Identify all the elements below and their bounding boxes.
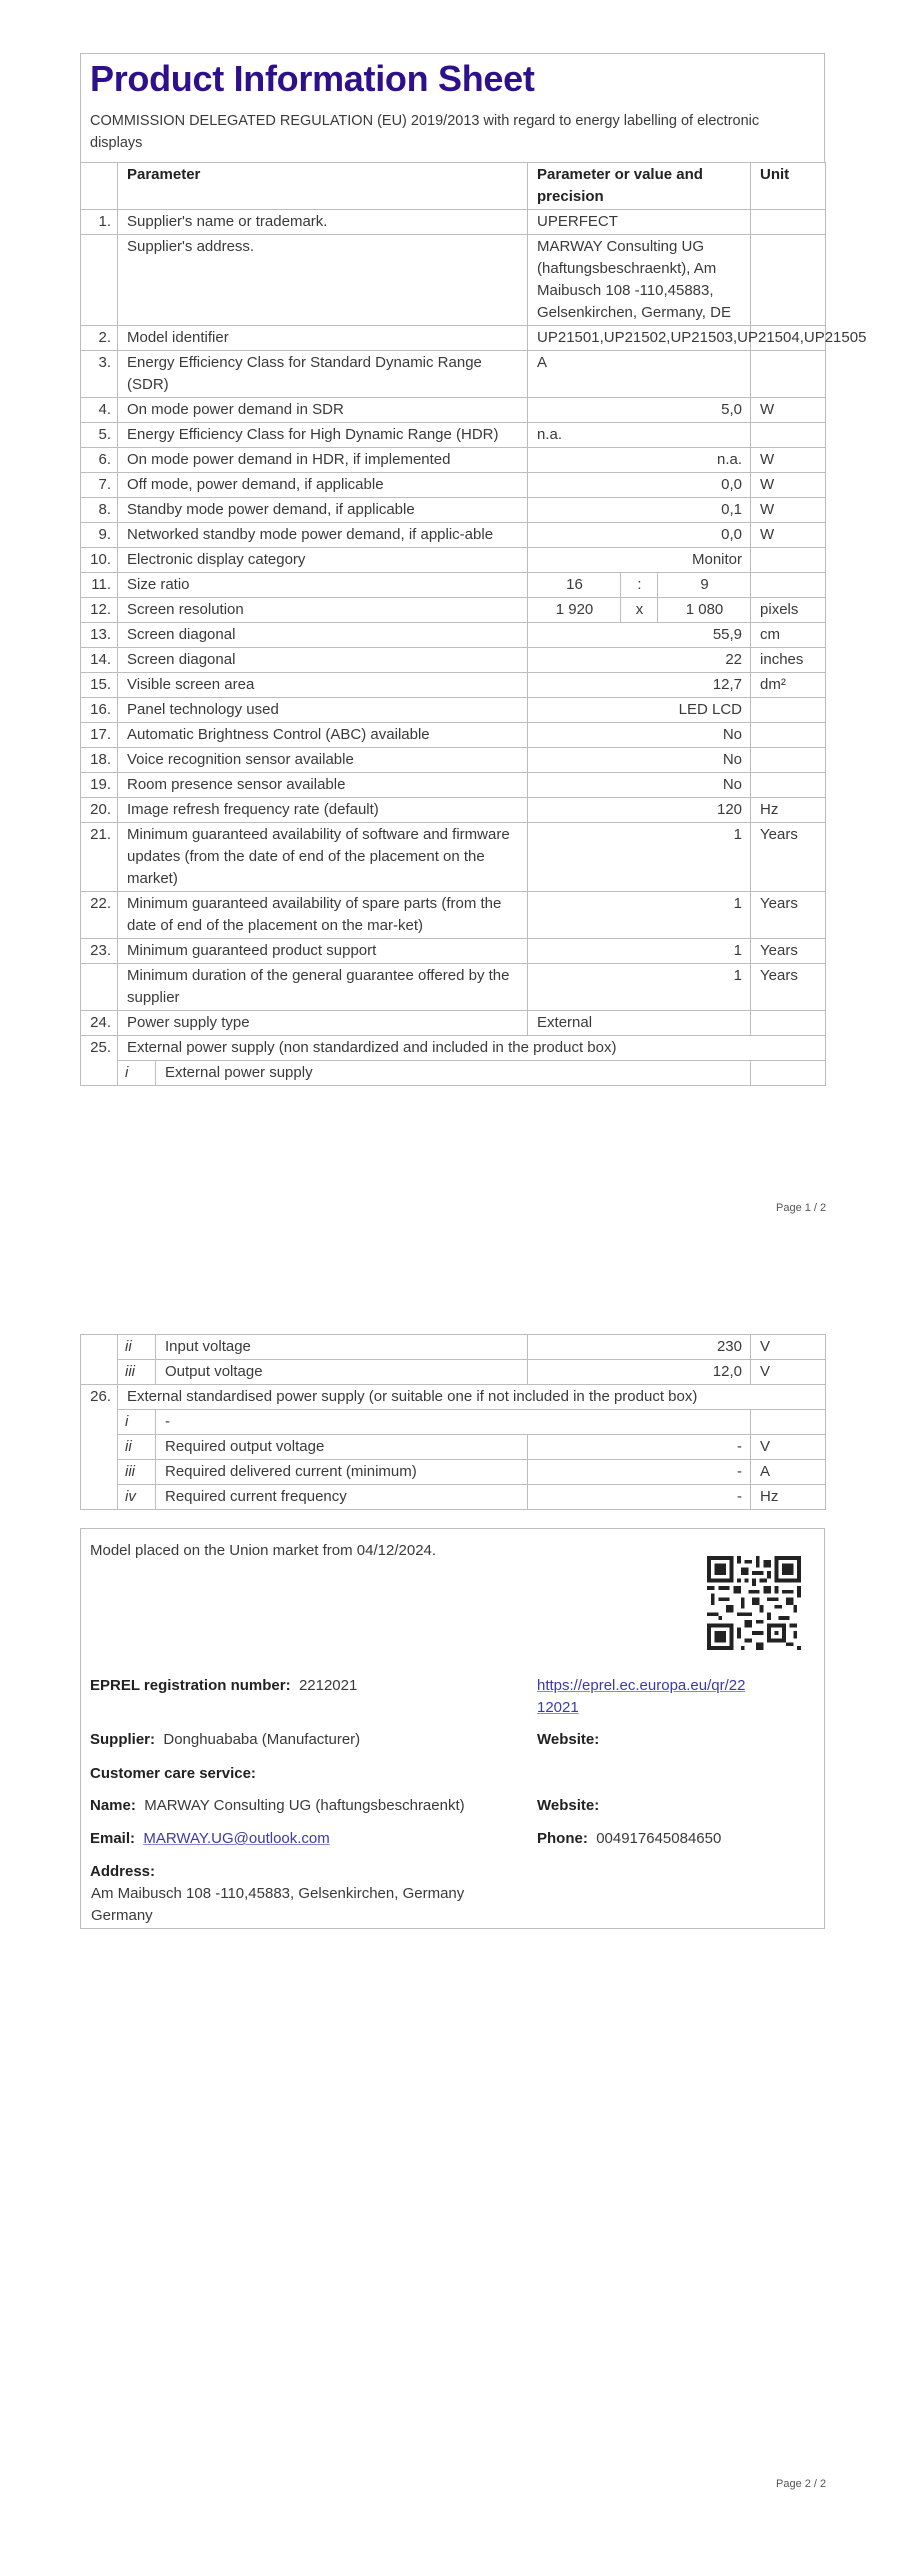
row-value: 55,9 [528,623,751,648]
address-label: Address: [90,1863,156,1880]
row-parameter: Energy Efficiency Class for High Dynamic Range (HDR) [118,423,528,448]
row-parameter: Input voltage [156,1335,528,1360]
row-parameter: Room presence sensor available [118,773,528,798]
section-heading: External power supply (non standardized and included in the product box) [118,1036,826,1061]
table-row [81,1485,826,1510]
col-header-unit: Unit [751,163,826,210]
row-unit: Hz [751,798,826,823]
eprel-value: 2212021 [298,1677,358,1694]
row-value: n.a. [528,448,751,473]
row-value: A [528,351,751,398]
row-value: External [528,1011,751,1036]
model-identifier-value: UP21501,UP21502,UP21503,UP21504,UP21505 [528,326,751,351]
row-unit: W [751,448,826,473]
care-name-line [90,1795,465,1817]
row-parameter: Required output voltage [156,1435,528,1460]
row-value: 1 [528,939,751,964]
row-number: 2. [81,326,118,351]
row-unit: Years [751,823,826,892]
row-unit: V [751,1360,826,1385]
website-label: Website: [537,1731,600,1748]
row-number: 11. [81,573,118,598]
row-number: 8. [81,498,118,523]
table-row [81,673,826,698]
power-supply-table [80,1334,826,1510]
row-value: LED LCD [528,698,751,723]
row-unit: Years [751,939,826,964]
row-number: 10. [81,548,118,573]
resolution-height: 1 080 [658,598,751,623]
table-row [81,423,826,448]
row-number: 1. [81,210,118,235]
row-value: UPERFECT [528,210,751,235]
row-unit [751,723,826,748]
row-number: 9. [81,523,118,548]
address-line-1: Am Maibusch 108 -110,45883, Gelsenkirchen, Germany [91,1885,465,1902]
ratio-height: 9 [658,573,751,598]
row-parameter: Size ratio [118,573,528,598]
row-number: 16. [81,698,118,723]
supplier-label: Supplier: [90,1731,156,1748]
sub-index: i [118,1061,156,1086]
row-value: No [528,773,751,798]
table-header-row [81,163,826,210]
row-parameter: Energy Efficiency Class for Standard Dynamic Range (SDR) [118,351,528,398]
eprel-link-line1[interactable]: https://eprel.ec.europa.eu/qr/22 [537,1677,746,1694]
row-value: 1 [528,892,751,939]
table-row [81,1435,826,1460]
eprel-registration [90,1675,357,1697]
col-header-value: Parameter or value and precision [528,163,751,210]
table-row [81,498,826,523]
table-row [81,1360,826,1385]
phone-label: Phone: [537,1830,588,1847]
row-unit [751,698,826,723]
row-number: 23. [81,939,118,964]
table-row [81,473,826,498]
row-parameter: On mode power demand in HDR, if implemented [118,448,528,473]
table-row [81,351,826,398]
row-parameter: Power supply type [118,1011,528,1036]
row-unit: W [751,473,826,498]
table-row [81,748,826,773]
table-row [81,723,826,748]
row-number: 12. [81,598,118,623]
row-number: 4. [81,398,118,423]
table-row [81,823,826,892]
table-row [81,598,826,623]
row-unit: V [751,1335,826,1360]
eprel-link[interactable] [537,1675,745,1719]
row-number: 18. [81,748,118,773]
row-number: 20. [81,798,118,823]
supplier-website [537,1729,599,1751]
row-number: 17. [81,723,118,748]
row-number: 25. [81,1036,118,1086]
row-parameter: Output voltage [156,1360,528,1385]
row-unit [751,1061,826,1086]
row-value: No [528,748,751,773]
table-row [81,1335,826,1360]
row-value: - [528,1435,751,1460]
phone-line [537,1828,721,1850]
resolution-width: 1 920 [528,598,621,623]
page-number-1: Page 1 / 2 [776,1202,827,1214]
table-row [81,1385,826,1410]
row-number: 24. [81,1011,118,1036]
row-number: 21. [81,823,118,892]
row-unit: Years [751,892,826,939]
sub-index: i [118,1410,156,1435]
table-row [81,210,826,235]
col-header-num [81,163,118,210]
customer-care-label: Customer care service: [90,1765,256,1782]
product-info-table [80,162,867,1086]
row-parameter: Model identifier [118,326,528,351]
row-number: 26. [81,1385,118,1510]
row-parameter: Minimum guaranteed availability of software and firmware updates (from the date of end of the placement on the market) [118,823,528,892]
table-row [81,623,826,648]
row-value: No [528,723,751,748]
row-value: 12,0 [528,1360,751,1385]
row-parameter: Required delivered current (minimum) [156,1460,528,1485]
email-label: Email: [90,1830,136,1847]
row-number: 5. [81,423,118,448]
row-value: 120 [528,798,751,823]
row-unit: inches [751,648,826,673]
sub-index: iii [118,1360,156,1385]
regulation-subtitle: COMMISSION DELEGATED REGULATION (EU) 2019/2013 with regard to energy labelling of electronic displays [90,113,760,151]
phone-value: 004917645084650 [596,1830,722,1847]
sub-index: iii [118,1460,156,1485]
row-unit [751,351,826,398]
table-row [81,698,826,723]
row-parameter: Screen diagonal [118,623,528,648]
row-unit: W [751,523,826,548]
row-unit: A [751,1460,826,1485]
table-row [81,773,826,798]
row-value: 12,7 [528,673,751,698]
row-parameter: Supplier's name or trademark. [118,210,528,235]
row-number: 19. [81,773,118,798]
row-number: 15. [81,673,118,698]
row-value: 1 [528,823,751,892]
row-value: 0,0 [528,473,751,498]
table-row [81,892,826,939]
row-unit: dm² [751,673,826,698]
row-unit: cm [751,623,826,648]
website-label: Website: [537,1797,600,1814]
table-row [81,1036,826,1061]
page-2 [80,1334,825,1510]
page-1 [80,53,867,1086]
table-row [81,548,826,573]
name-label: Name: [90,1797,136,1814]
table-row [81,326,826,351]
table-row [81,648,826,673]
eprel-label: EPREL registration number: [90,1677,291,1694]
row-unit: V [751,1435,826,1460]
row-unit [751,1410,826,1435]
supplier-value: Donghuababa (Manufacturer) [163,1731,361,1748]
table-row [81,448,826,473]
row-value: 1 [528,964,751,1011]
row-unit [751,773,826,798]
row-value: 230 [528,1335,751,1360]
row-unit [751,1011,826,1036]
email-line [90,1828,330,1850]
row-parameter: On mode power demand in SDR [118,398,528,423]
eprel-link-line2[interactable]: 12021 [537,1699,579,1716]
ratio-width: 16 [528,573,621,598]
row-unit: W [751,398,826,423]
row-value: - [528,1485,751,1510]
col-header-parameter: Parameter [118,163,528,210]
row-parameter: Electronic display category [118,548,528,573]
address-block [90,1861,464,1927]
row-parameter: Visible screen area [118,673,528,698]
row-unit [751,573,826,598]
table-row [81,798,826,823]
row-parameter: Screen resolution [118,598,528,623]
row-unit [751,548,826,573]
ratio-separator: : [621,573,658,598]
sheet-header [80,53,825,162]
row-parameter: Minimum duration of the general guarantee offered by the supplier [118,964,528,1011]
row-number [81,964,118,1011]
row-unit: Hz [751,1485,826,1510]
email-link[interactable]: MARWAY.UG@outlook.com [143,1830,330,1847]
row-unit: W [751,498,826,523]
row-value: 22 [528,648,751,673]
row-value: - [528,1460,751,1485]
row-number: 3. [81,351,118,398]
row-parameter: Image refresh frequency rate (default) [118,798,528,823]
row-value: MARWAY Consulting UG (haftungsbeschraenkt), Am Maibusch 108 -110,45883, Gelsenkirchen, Germany, DE [528,235,751,326]
row-parameter: Automatic Brightness Control (ABC) available [118,723,528,748]
row-number: 6. [81,448,118,473]
row-number: 14. [81,648,118,673]
row-parameter: Standby mode power demand, if applicable [118,498,528,523]
customer-care-heading [90,1763,256,1785]
row-parameter: Supplier's address. [118,235,528,326]
row-value: n.a. [528,423,751,448]
resolution-separator: x [621,598,658,623]
row-number: 22. [81,892,118,939]
market-placement-text: Model placed on the Union market from 04/12/2024. [90,1542,437,1559]
row-unit [751,210,826,235]
row-parameter: Minimum guaranteed product support [118,939,528,964]
supplier-info-box [80,1528,825,1929]
row-number: 7. [81,473,118,498]
supplier-line [90,1729,360,1751]
table-row [81,573,826,598]
row-unit [751,235,826,326]
section-heading: External standardised power supply (or suitable one if not included in the product box) [118,1385,826,1410]
row-parameter: Panel technology used [118,698,528,723]
row-parameter: External power supply [156,1061,751,1086]
row-parameter: - [156,1410,751,1435]
table-row [81,1460,826,1485]
page-title: Product Information Sheet [90,58,535,99]
table-row [81,964,826,1011]
sub-index: iv [118,1485,156,1510]
row-parameter: Required current frequency [156,1485,528,1510]
sub-index: ii [118,1335,156,1360]
table-row [81,1061,826,1086]
row-parameter: Off mode, power demand, if applicable [118,473,528,498]
name-value: MARWAY Consulting UG (haftungsbeschraenkt) [144,1797,465,1814]
row-unit [751,748,826,773]
qr-code-icon[interactable] [707,1556,801,1650]
row-value: 0,0 [528,523,751,548]
row-value: Monitor [528,548,751,573]
row-value: 5,0 [528,398,751,423]
row-parameter: Screen diagonal [118,648,528,673]
table-row [81,235,826,326]
row-unit: pixels [751,598,826,623]
row-value: 0,1 [528,498,751,523]
table-row [81,1410,826,1435]
row-parameter: Voice recognition sensor available [118,748,528,773]
table-row [81,1011,826,1036]
care-website [537,1795,599,1817]
row-unit [751,423,826,448]
sub-index: ii [118,1435,156,1460]
row-number [81,235,118,326]
table-row [81,939,826,964]
address-line-2: Germany [91,1907,153,1924]
page-number-2: Page 2 / 2 [776,2478,827,2490]
table-row [81,523,826,548]
row-parameter: Networked standby mode power demand, if applic-able [118,523,528,548]
row-parameter: Minimum guaranteed availability of spare parts (from the date of end of the placement on the mar-ket) [118,892,528,939]
table-row [81,398,826,423]
row-number [81,1335,118,1385]
row-unit: Years [751,964,826,1011]
row-number: 13. [81,623,118,648]
